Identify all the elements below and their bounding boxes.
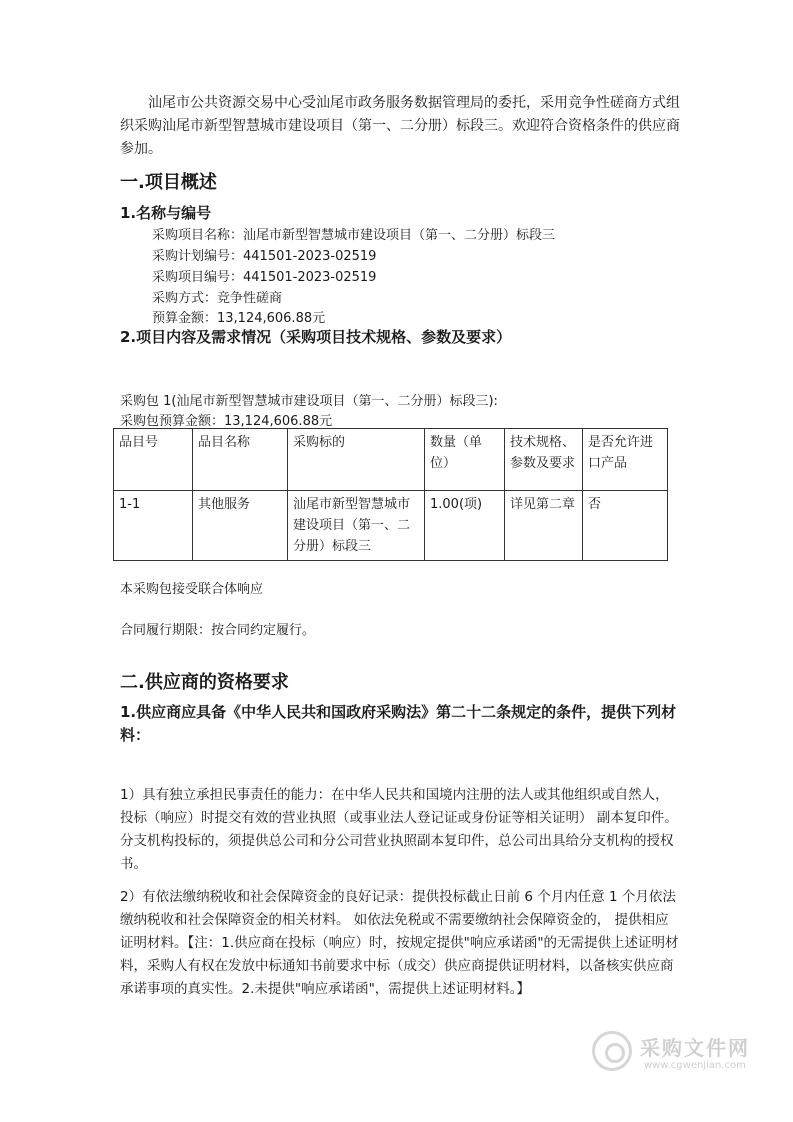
section-title-overview: 一.项目概述: [120, 172, 217, 193]
subsection-title-conditions: 1.供应商应具备《中华人民共和国政府采购法》第二十二条规定的条件，提供下列材料：: [120, 703, 677, 744]
watermark-url: www.cgwenjian.com: [644, 1060, 746, 1071]
table-header-cell: 品目名称: [193, 429, 288, 491]
field-procurement-method: 采购方式：竞争性磋商: [152, 291, 283, 306]
table-cell: 其他服务: [193, 491, 288, 561]
package-title: 采购包 1(汕尾市新型智慧城市建设项目（第一、二分册）标段三):: [120, 394, 498, 409]
package-budget: 采购包预算金额：13,124,606.88元: [120, 414, 333, 429]
section-title-qualification: 二.供应商的资格要求: [120, 672, 289, 693]
table-cell: 否: [583, 491, 668, 561]
table-header-cell: 采购标的: [288, 429, 425, 491]
requirement-item-1: 1）具有独立承担民事责任的能力：在中华人民共和国境内注册的法人或其他组织或自然人，投标（响应）时提交有效的营业执照（或事业法人登记证或身份证等相关证明） 副本复印件。分支机构投标的，须提供总公司和分公司营业执照副本复印件，总公司出具给分支机构的授权书。: [120, 787, 678, 872]
requirement-item-2: 2）有依法缴纳税收和社会保障资金的良好记录：提供投标截止日前 6 个月内任意 1 个月依法缴纳税收和社会保障资金的相关材料。 如依法免税或不需要缴纳社会保障资金的， 提供相应证明材料。【注：1.供应商在投标（响应）时，按规定提供"响应承诺函"的无需提供上述证明材料，采购人有权在发放中标通知书前要求中标（成交）供应商提供证明材料，以备核实供应商承诺事项的真实性。2.未提供"响应承诺函"，需提供上述证明材料。】: [120, 889, 679, 997]
intro-paragraph: 汕尾市公共资源交易中心受汕尾市政务服务数据管理局的委托，采用竞争性磋商方式组织采购汕尾市新型智慧城市建设项目（第一、二分册）标段三。欢迎符合资格条件的供应商参加。: [120, 95, 680, 157]
table-cell: 汕尾市新型智慧城市建设项目（第一、二分册）标段三: [288, 491, 425, 561]
table-header-cell: 技术规格、参数及要求: [505, 429, 583, 491]
field-budget: 预算金额：13,124,606.88元: [152, 311, 326, 326]
table-cell: 1-1: [114, 491, 193, 561]
watermark-logo-icon: [592, 1031, 632, 1071]
subsection-title-name-number: 1.名称与编号: [120, 204, 212, 222]
items-table: [113, 428, 668, 561]
subsection-title-content: 2.项目内容及需求情况（采购项目技术规格、参数及要求）: [120, 328, 512, 346]
watermark: [592, 1028, 772, 1078]
field-project-name: 采购项目名称：汕尾市新型智慧城市建设项目（第一、二分册）标段三: [152, 228, 556, 243]
field-plan-number: 采购计划编号：441501-2023-02519: [152, 249, 377, 264]
table-header-cell: 数量（单位）: [425, 429, 505, 491]
field-project-number: 采购项目编号：441501-2023-02519: [152, 270, 377, 285]
consortium-note: 本采购包接受联合体响应: [120, 582, 264, 597]
table-cell: 详见第二章: [505, 491, 583, 561]
table-cell: 1.00(项): [425, 491, 505, 561]
watermark-title: 采购文件网: [640, 1036, 750, 1060]
table-row: [114, 491, 668, 561]
table-header-cell: 品目号: [114, 429, 193, 491]
contract-period: 合同履行期限：按合同约定履行。: [120, 623, 316, 638]
table-header-cell: 是否允许进口产品: [583, 429, 668, 491]
table-header-row: [114, 429, 668, 491]
